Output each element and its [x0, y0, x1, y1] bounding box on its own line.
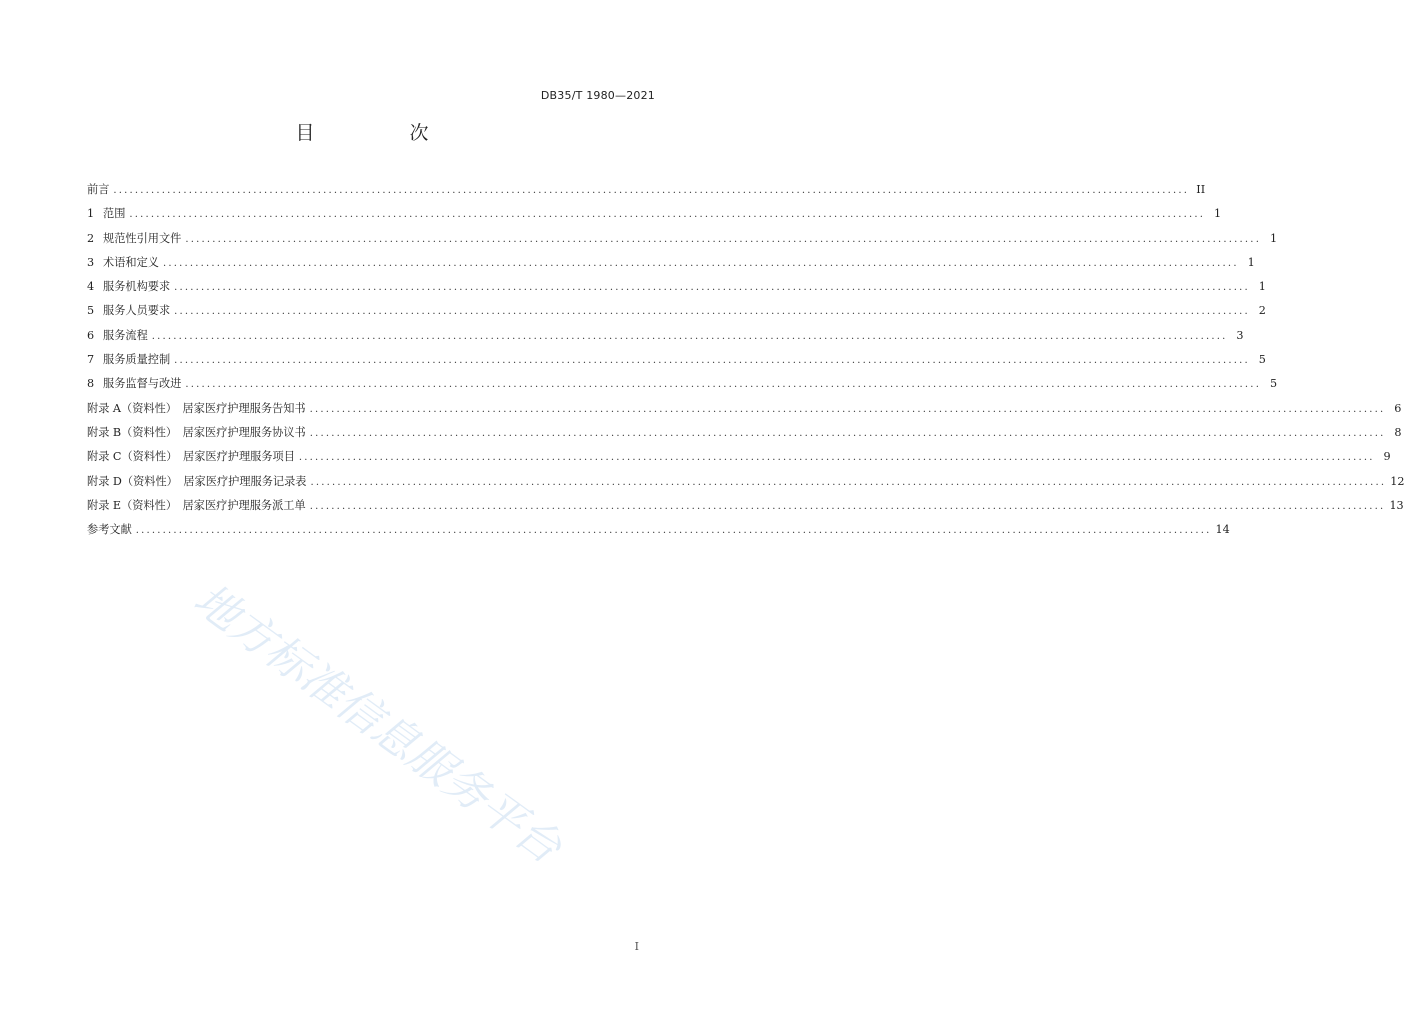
toc-entry-label: 服务质量控制 [103, 353, 171, 367]
toc-entry-2[interactable] [87, 230, 1278, 254]
toc-entry-6[interactable] [87, 327, 1244, 351]
toc-entry-4[interactable] [87, 278, 1266, 302]
dot-leader: ........................................................................................................................................................................................................ [185, 379, 1262, 391]
dot-leader: ........................................................................................................................................................................................................ [310, 476, 1387, 488]
dot-leader: ........................................................................................................................................................................................................ [298, 452, 1375, 464]
toc-entry-label: 附录 A（资料性） 居家医疗护理服务告知书 [87, 401, 306, 415]
toc-entry-label: 附录 B（资料性） 居家医疗护理服务协议书 [87, 425, 306, 439]
toc-entry-references[interactable] [87, 521, 1230, 545]
toc-entry-page: 5 [1258, 353, 1266, 367]
toc-entry-appendix-a[interactable] [87, 400, 1402, 424]
toc-entry-label: 附录 C（资料性） 居家医疗护理服务项目 [87, 450, 295, 464]
toc-entry-number: 6 [87, 328, 95, 342]
toc-entry-number: 1 [87, 207, 95, 221]
dot-leader: ........................................................................................................................................................................................................ [135, 525, 1212, 537]
toc-entry-page: 12 [1390, 474, 1405, 488]
toc-entry-appendix-c[interactable] [87, 448, 1391, 472]
toc-entry-8[interactable] [87, 375, 1278, 399]
page-number: I [634, 940, 639, 953]
dot-leader: ........................................................................................................................................................................................................ [151, 330, 1228, 342]
dot-leader: ........................................................................................................................................................................................................ [309, 403, 1386, 415]
toc-entry-3[interactable] [87, 254, 1255, 278]
toc-entry-label: 服务人员要求 [103, 304, 171, 318]
toc-entry-number: 8 [87, 377, 95, 391]
dot-leader: ........................................................................................................................................................................................................ [174, 355, 1250, 367]
toc-entry-page: 5 [1269, 377, 1278, 391]
dot-leader: ........................................................................................................................................................................................................ [185, 233, 1262, 245]
toc-entry-page: 13 [1389, 498, 1404, 512]
toc-entry-page: 8 [1394, 425, 1402, 439]
toc-entry-label: 术语和定义 [103, 255, 159, 269]
toc-entry-label: 服务流程 [103, 328, 148, 342]
toc-entry-number: 4 [87, 280, 95, 294]
toc-entry-number: 7 [87, 353, 95, 367]
toc-entry-label: 附录 D（资料性） 居家医疗护理服务记录表 [87, 474, 307, 488]
toc-entry-page: 2 [1258, 304, 1266, 318]
page-title: 目 次 [295, 122, 467, 144]
toc-entry-foreword[interactable] [87, 181, 1206, 205]
toc-entry-appendix-e[interactable] [87, 497, 1404, 521]
toc-entry-page: 1 [1258, 280, 1266, 294]
table-of-contents [87, 181, 1405, 545]
dot-leader: ........................................................................................................................................................................................................ [174, 282, 1250, 294]
toc-entry-number: 2 [87, 231, 95, 245]
toc-entry-page: 6 [1394, 401, 1402, 415]
dot-leader: ........................................................................................................................................................................................................ [162, 257, 1239, 269]
toc-entry-label: 附录 E（资料性） 居家医疗护理服务派工单 [87, 498, 306, 512]
toc-entry-label: 前言 [87, 183, 110, 196]
dot-leader: ........................................................................................................................................................................................................ [309, 427, 1386, 439]
dot-leader: ........................................................................................................................................................................................................ [129, 209, 1206, 221]
toc-entry-page: 14 [1215, 523, 1230, 537]
document-code: DB35/T 1980—2021 [540, 89, 655, 102]
toc-entry-page: 1 [1214, 207, 1222, 221]
toc-entry-1[interactable] [87, 205, 1222, 229]
toc-entry-label: 服务机构要求 [103, 280, 171, 294]
toc-entry-number: 3 [87, 255, 95, 269]
toc-entry-label: 参考文献 [87, 523, 132, 537]
toc-entry-page: 1 [1247, 255, 1255, 269]
dot-leader: ........................................................................................................................................................................................................ [113, 185, 1190, 196]
toc-entry-5[interactable] [87, 302, 1266, 326]
toc-entry-page: 3 [1236, 328, 1244, 342]
toc-entry-page: II [1196, 183, 1206, 196]
dot-leader: ........................................................................................................................................................................................................ [309, 500, 1386, 512]
toc-entry-page: 9 [1383, 450, 1391, 464]
watermark: 地方标准信息服务平台 [184, 573, 571, 874]
toc-entry-7[interactable] [87, 351, 1266, 375]
toc-entry-number: 5 [87, 304, 95, 318]
toc-entry-label: 服务监督与改进 [103, 377, 182, 391]
toc-entry-appendix-d[interactable] [87, 473, 1405, 497]
dot-leader: ........................................................................................................................................................................................................ [174, 306, 1250, 318]
toc-entry-label: 规范性引用文件 [103, 231, 182, 245]
toc-entry-label: 范围 [103, 207, 126, 221]
toc-entry-page: 1 [1269, 231, 1278, 245]
toc-entry-appendix-b[interactable] [87, 424, 1402, 448]
